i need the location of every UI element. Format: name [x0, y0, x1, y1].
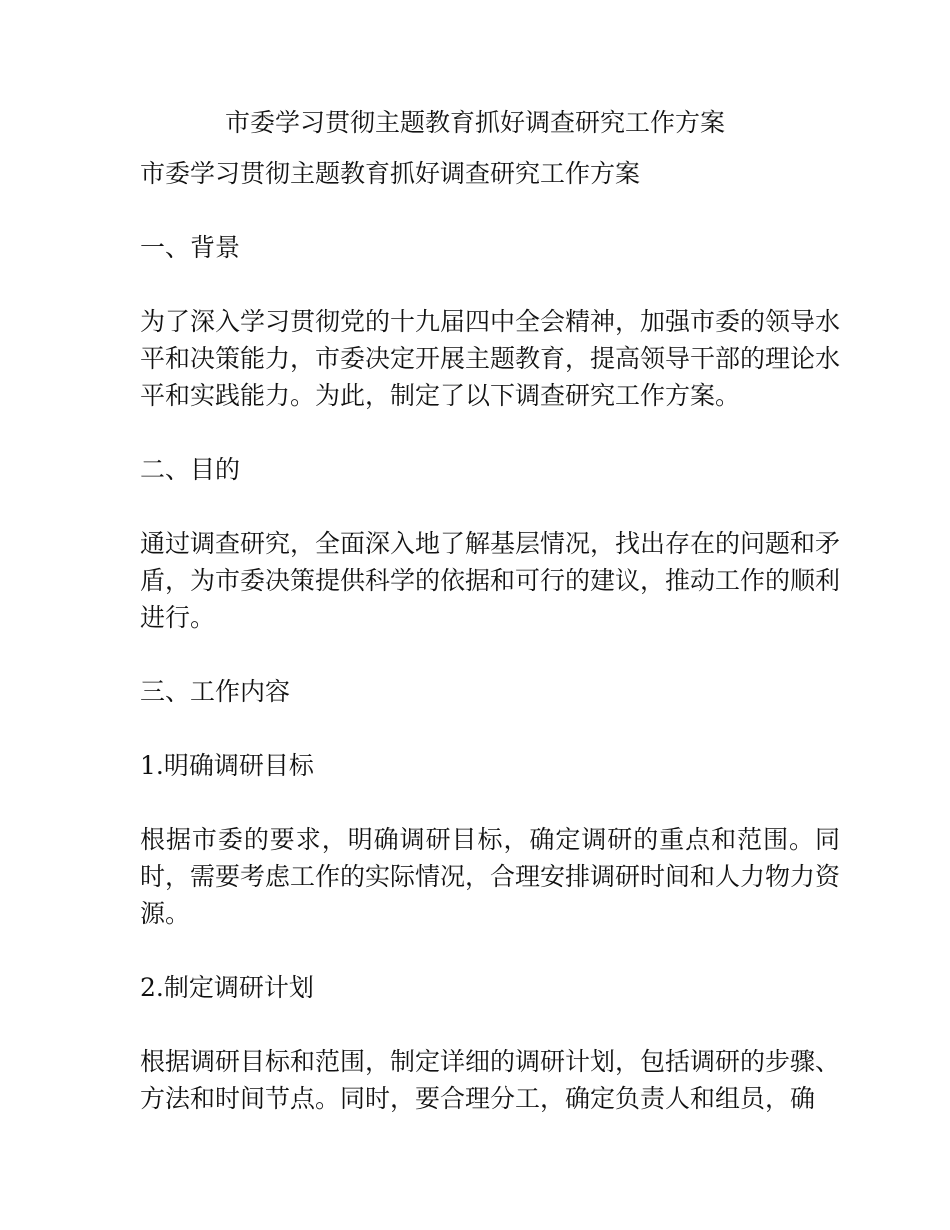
section-heading-purpose: 二、目的: [140, 455, 241, 484]
section-heading-work-content: 三、工作内容: [140, 677, 291, 706]
make-plan-paragraph: 根据调研目标和范围，制定详细的调研计划，包括调研的步骤、方法和时间节点。同时，要合理分工，确定负责人和组员，确: [140, 1047, 841, 1113]
clarify-goal-paragraph: 根据市委的要求，明确调研目标，确定调研的重点和范围。同时，需要考虑工作的实际情况，合理安排调研时间和人力物力资源。: [140, 825, 841, 928]
background-paragraph: 为了深入学习贯彻党的十九届四中全会精神，加强市委的领导水平和决策能力，市委决定开展主题教育，提高领导干部的理论水平和实践能力。为此，制定了以下调查研究工作方案。: [140, 307, 841, 410]
document-body: [140, 155, 840, 1154]
subtitle-paragraph: 市委学习贯彻主题教育抓好调查研究工作方案: [140, 159, 641, 188]
purpose-paragraph: 通过调查研究，全面深入地了解基层情况，找出存在的问题和矛盾，为市委决策提供科学的依据和可行的建议，推动工作的顺利进行。: [140, 529, 841, 632]
subheading-clarify-goal: 1.明确调研目标: [140, 751, 314, 780]
document-title: 市委学习贯彻主题教育抓好调查研究工作方案: [224, 108, 725, 137]
subheading-make-plan: 2.制定调研计划: [140, 973, 314, 1002]
section-heading-background: 一、背景: [140, 233, 241, 262]
